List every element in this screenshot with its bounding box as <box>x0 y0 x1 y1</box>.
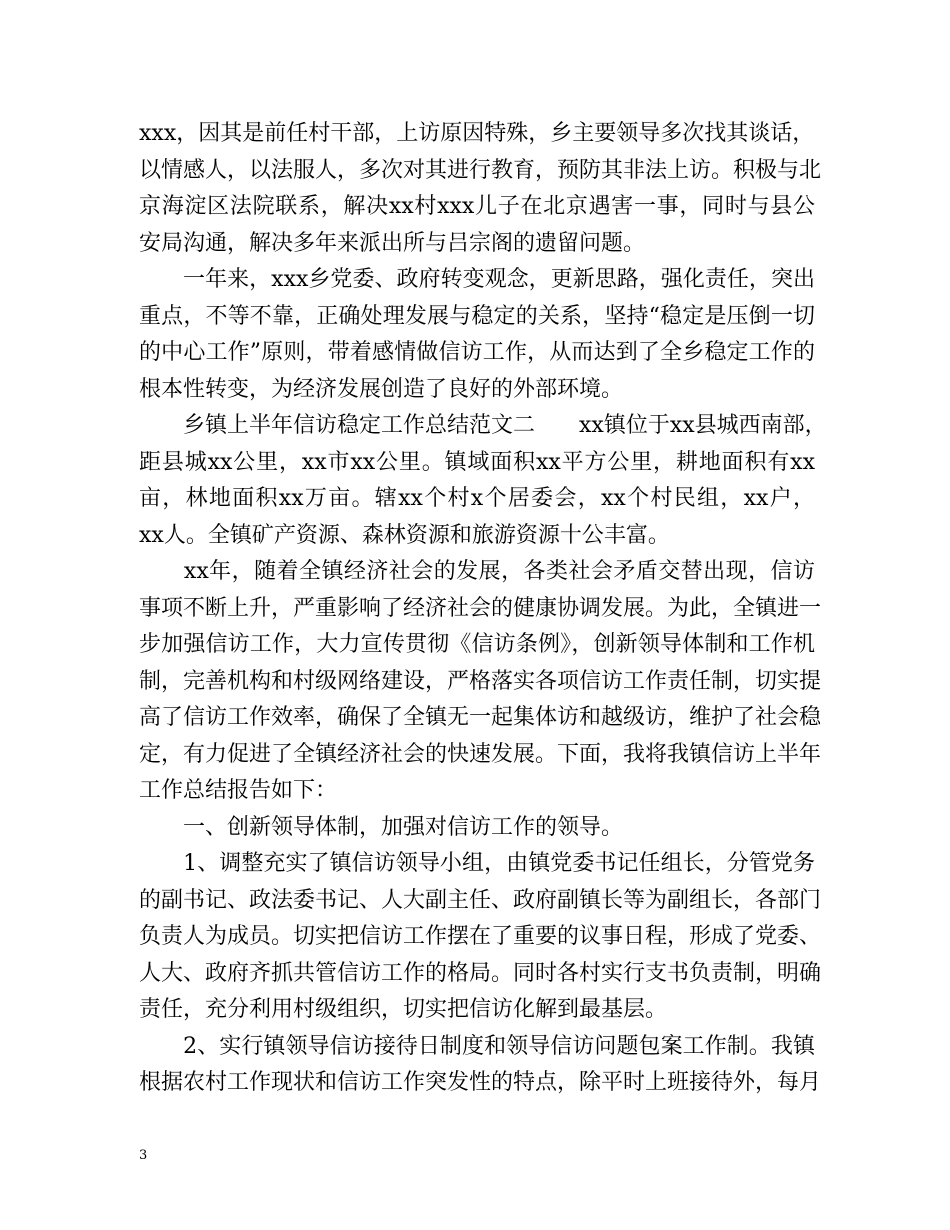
text-line: 事项不断上升，严重影响了经济社会的健康协调发展。为此，全镇进一 <box>139 595 822 621</box>
text-line: 根据农村工作现状和信访工作突发性的特点，除平时上班接待外，每月 <box>139 1070 822 1095</box>
text-line: 高了信访工作效率，确保了全镇无一起集体访和越级访，维护了社会稳 <box>139 705 822 730</box>
text-line: 京海淀区法院联系，解决xx村xxx儿子在北京遇害一事，同时与县公 <box>139 194 815 219</box>
text-line: 乡镇上半年信访稳定工作总结范文二 xx镇位于xx县城西南部， <box>139 413 827 438</box>
text-line: 的副书记、政法委书记、人大副主任、政府副镇长等为副组长，各部门 <box>139 887 822 913</box>
text-line: 制，完善机构和村级网络建设，严格落实各项信访工作责任制，切实提 <box>139 668 822 694</box>
text-line: 责任，充分利用村级组织，切实把信访化解到最基层。 <box>139 997 668 1022</box>
text-line: 的中心工作”原则，带着感情做信访工作，从而达到了全乡稳定工作的 <box>139 340 815 365</box>
text-line: 步加强信访工作，大力宣传贯彻《信访条例》，创新领导体制和工作机 <box>139 632 815 657</box>
text-line: 负责人为成员。切实把信访工作摆在了重要的议事日程，形成了党委、 <box>139 924 822 949</box>
text-line: xx年，随着全镇经济社会的发展，各类社会矛盾交替出现，信访 <box>139 559 815 584</box>
text-line: xxx，因其是前任村干部，上访原因特殊，乡主要领导多次找其谈话， <box>139 121 815 146</box>
text-line: 1、调整充实了镇信访领导小组，由镇党委书记任组长，分管党务 <box>139 851 815 876</box>
text-line: 亩，林地面积xx万亩。辖xx个村x个居委会，xx个村民组，xx户， <box>139 486 815 511</box>
text-line: xx人。全镇矿产资源、森林资源和旅游资源十公丰富。 <box>139 522 670 548</box>
text-line: 工作总结报告如下： <box>139 778 338 803</box>
text-line: 定，有力促进了全镇经济社会的快速发展。下面，我将我镇信访上半年 <box>139 741 822 767</box>
text-line: 重点，不等不靠，正确处理发展与稳定的关系，坚持“稳定是压倒一切 <box>139 303 815 329</box>
text-line: 人大、政府齐抓共管信访工作的格局。同时各村实行支书负责制，明确 <box>139 960 822 986</box>
text-line: 一年来，xxx乡党委、政府转变观念，更新思路，强化责任，突出 <box>139 267 815 292</box>
document-body <box>139 116 827 1102</box>
text-line: 根本性转变，为经济发展创造了良好的外部环境。 <box>139 376 624 402</box>
text-line: 安局沟通，解决多年来派出所与吕宗阁的遗留问题。 <box>139 230 646 256</box>
page-number: 3 <box>139 1148 148 1163</box>
text-line: 以情感人，以法服人，多次对其进行教育，预防其非法上访。积极与北 <box>139 157 822 183</box>
text-line: 2、实行镇领导信访接待日制度和领导信访问题包案工作制。我镇 <box>139 1033 815 1059</box>
text-line: 一、创新领导体制，加强对信访工作的领导。 <box>139 814 624 840</box>
text-line: 距县城xx公里，xx市xx公里。镇域面积xx平方公里，耕地面积有xx <box>139 449 815 475</box>
